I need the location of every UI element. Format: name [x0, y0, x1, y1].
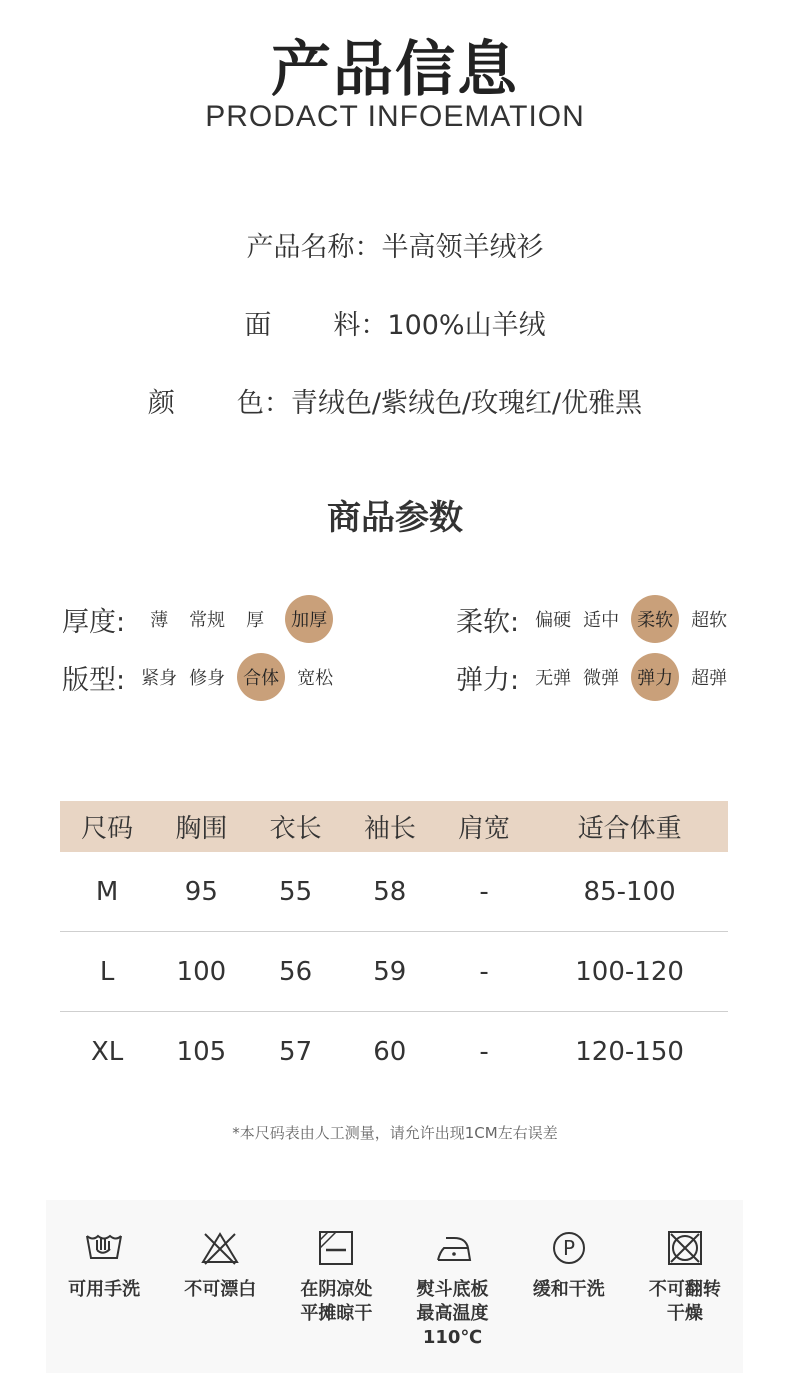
product-name-line	[0, 225, 790, 264]
table-row	[60, 852, 728, 932]
dry-clean-p-icon	[548, 1228, 590, 1268]
param-fit-option: 合体	[237, 653, 285, 701]
care-item	[165, 1200, 275, 1373]
iron-icon	[432, 1228, 474, 1268]
care-text: 不可漂白	[184, 1279, 257, 1300]
param-thickness	[62, 594, 339, 644]
table-cell: 60	[373, 1036, 407, 1067]
color-label-b: 色：	[236, 388, 291, 419]
param-elasticity	[456, 652, 733, 702]
care-item	[630, 1200, 740, 1373]
product-name-label: 产品名称：	[246, 232, 382, 263]
param-thickness-option: 厚	[246, 610, 265, 631]
dry-flat-shade-icon	[315, 1228, 357, 1268]
table-cell: -	[437, 932, 531, 1012]
param-elasticity-option: 弹力	[631, 653, 679, 701]
param-thickness-option: 薄	[150, 610, 169, 631]
size-table-header	[60, 801, 728, 852]
color-label-a: 颜	[147, 388, 175, 419]
param-thickness-label: 厚度:	[62, 606, 126, 638]
hand-wash-icon	[83, 1228, 125, 1268]
table-cell: 105	[176, 1036, 227, 1067]
param-softness-label: 柔软:	[456, 606, 520, 638]
size-table-header-cell: 袖长	[343, 801, 437, 852]
param-softness-option: 超软	[691, 610, 728, 631]
care-item	[49, 1200, 159, 1373]
param-elasticity-label: 弹力:	[456, 664, 520, 696]
size-table-header-cell: 尺码	[60, 801, 154, 852]
size-table	[60, 801, 728, 1091]
fabric-label-b: 料：	[333, 310, 388, 341]
page-title: 产品信息	[271, 35, 519, 105]
color-value: 青绒色/紫绒色/玫瑰红/优雅黑	[290, 388, 643, 419]
param-softness	[456, 594, 733, 644]
table-cell: 95	[154, 852, 248, 932]
care-text: 可用手洗	[68, 1279, 141, 1300]
param-elasticity-option: 微弹	[583, 668, 620, 689]
color-line	[0, 381, 790, 420]
fabric-line	[0, 303, 790, 342]
page-subtitle: PRODACT INFOEMATION	[205, 100, 585, 133]
table-cell: 58	[343, 852, 437, 932]
table-cell: XL	[90, 1036, 124, 1067]
size-table-header-cell: 适合体重	[531, 801, 728, 852]
table-cell: 55	[248, 852, 342, 932]
param-fit-label: 版型:	[62, 664, 126, 696]
product-name-value: 半高领羊绒衫	[381, 232, 544, 263]
no-bleach-icon	[199, 1228, 241, 1268]
param-softness-option: 适中	[583, 610, 620, 631]
measurement-note: *本尺码表由人工测量，请允许出现1CM左右误差	[232, 1124, 558, 1142]
fabric-value: 100%山羊绒	[387, 310, 546, 341]
params-section-title: 商品参数	[327, 498, 463, 538]
param-thickness-option: 加厚	[285, 595, 333, 643]
table-cell: 85-100	[531, 852, 728, 932]
table-row	[60, 932, 728, 1012]
care-text: 不可翻转 干燥	[648, 1279, 721, 1324]
param-fit-option: 修身	[189, 668, 226, 689]
param-elasticity-option: 超弹	[691, 668, 728, 689]
table-cell: 57	[279, 1036, 313, 1067]
table-cell: -	[437, 852, 531, 932]
care-item	[514, 1200, 624, 1373]
param-softness-option: 柔软	[631, 595, 679, 643]
care-text: 熨斗底板 最高温度 110℃	[416, 1279, 489, 1348]
care-item	[398, 1200, 508, 1373]
table-cell: 100-120	[531, 932, 728, 1012]
param-elasticity-option: 无弹	[535, 668, 572, 689]
care-text: 在阴凉处 平摊晾干	[300, 1279, 373, 1324]
table-cell: -	[479, 1036, 489, 1067]
param-fit-option: 紧身	[141, 668, 178, 689]
table-cell: 56	[248, 932, 342, 1012]
size-table-header-cell: 胸围	[154, 801, 248, 852]
param-thickness-option: 常规	[189, 610, 226, 631]
table-cell: 59	[343, 932, 437, 1012]
care-text: 缓和干洗	[532, 1279, 605, 1300]
table-cell: L	[60, 932, 154, 1012]
svg-text:P: P	[562, 1236, 575, 1260]
param-softness-option: 偏硬	[535, 610, 572, 631]
size-table-header-cell: 肩宽	[437, 801, 531, 852]
care-item	[281, 1200, 391, 1373]
fabric-label-a: 面	[244, 310, 272, 341]
care-instructions	[46, 1200, 743, 1373]
table-row	[60, 1012, 728, 1092]
param-fit-option: 宽松	[297, 668, 334, 689]
table-cell: 100	[154, 932, 248, 1012]
param-fit	[62, 652, 339, 702]
table-cell: 120-150	[575, 1036, 684, 1067]
no-tumble-dry-icon	[664, 1228, 706, 1268]
size-table-header-cell: 衣长	[248, 801, 342, 852]
table-cell: M	[60, 852, 154, 932]
